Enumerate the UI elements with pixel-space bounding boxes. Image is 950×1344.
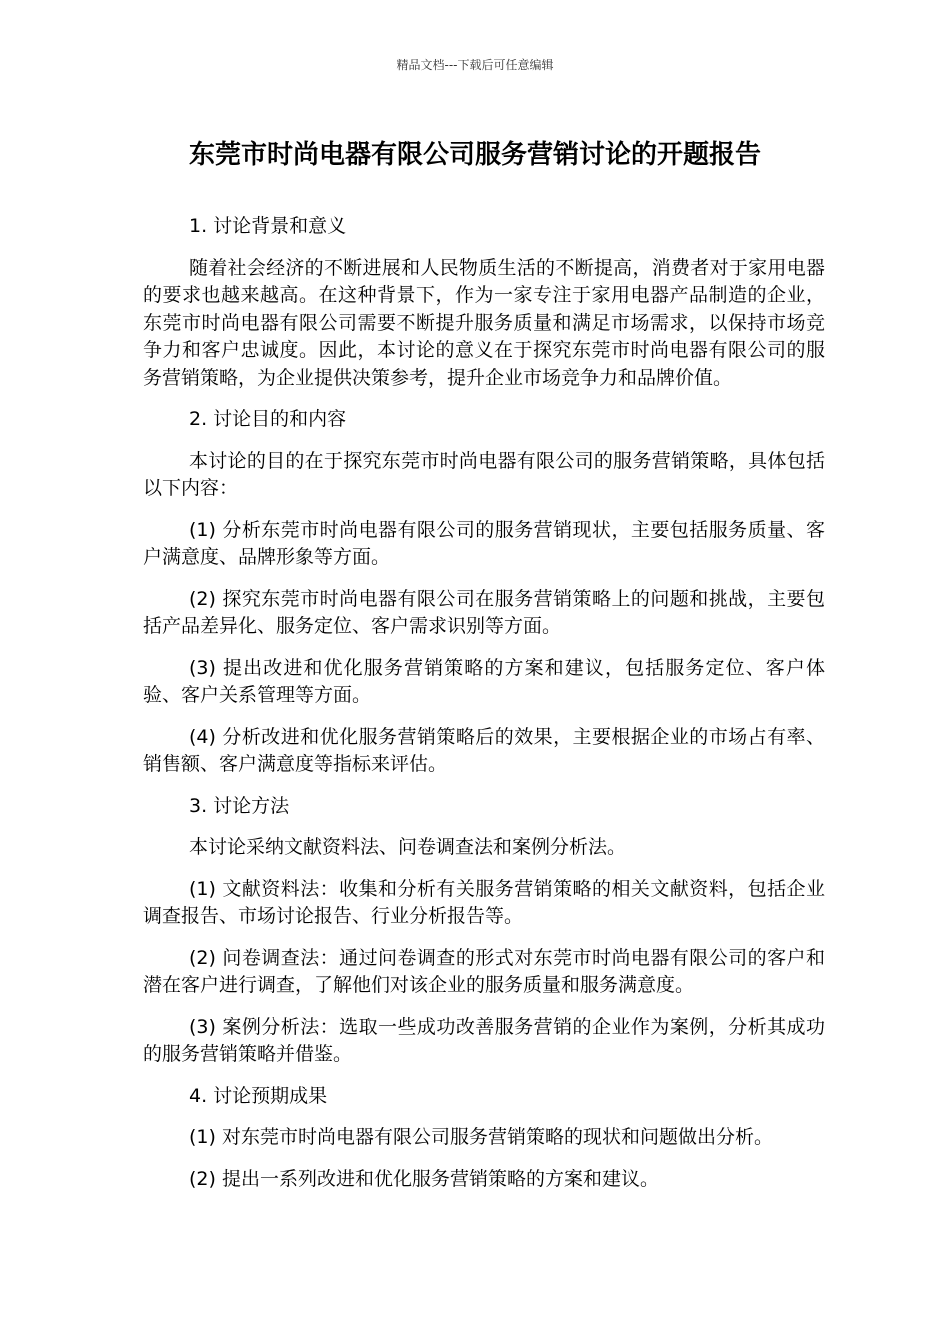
list-item-outcome-1: (1) 对东莞市时尚电器有限公司服务营销策略的现状和问题做出分析。	[189, 1126, 773, 1148]
list-item-purpose-3: (3) 提出改进和优化服务营销策略的方案和建议，包括服务定位、客户体验、客户关系管理等方面。	[143, 656, 825, 706]
document-title: 东莞市时尚电器有限公司服务营销讨论的开题报告	[188, 140, 761, 170]
list-item-purpose-2: (2) 探究东莞市时尚电器有限公司在服务营销策略上的问题和挑战，主要包括产品差异化、服务定位、客户需求识别等方面。	[143, 587, 825, 637]
section-heading-outcomes: 4. 讨论预期成果	[189, 1084, 328, 1107]
document-body	[143, 213, 825, 1207]
list-item-purpose-1: (1) 分析东莞市时尚电器有限公司的服务营销现状，主要包括服务质量、客户满意度、品牌形象等方面。	[143, 518, 825, 568]
section-heading-purpose: 2. 讨论目的和内容	[189, 408, 347, 430]
list-item-method-1: (1) 文献资料法：收集和分析有关服务营销策略的相关文献资料，包括企业调查报告、市场讨论报告、行业分析报告等。	[143, 877, 825, 927]
list-item-method-2: (2) 问卷调查法：通过问卷调查的形式对东莞市时尚电器有限公司的客户和潜在客户进行调查，了解他们对该企业的服务质量和服务满意度。	[143, 946, 825, 996]
page-header: 精品文档---下载后可任意编辑	[396, 58, 554, 72]
list-item-outcome-2: (2) 提出一系列改进和优化服务营销策略的方案和建议。	[189, 1167, 659, 1190]
list-item-method-3: (3) 案例分析法：选取一些成功改善服务营销的企业作为案例，分析其成功的服务营销策略并借鉴。	[143, 1015, 825, 1065]
section-heading-method: 3. 讨论方法	[189, 794, 290, 817]
section-heading-background: 1. 讨论背景和意义	[189, 215, 347, 237]
paragraph-method-intro: 本讨论采纳文献资料法、问卷调查法和案例分析法。	[189, 836, 627, 858]
paragraph-background: 随着社会经济的不断进展和人民物质生活的不断提高，消费者对于家用电器的要求也越来越高。在这种背景下，作为一家专注于家用电器产品制造的企业，东莞市时尚电器有限公司需要不断提升服务质量和满足市场需求，以保持市场竞争力和客户忠诚度。因此，本讨论的意义在于探究东莞市时尚电器有限公司的服务营销策略，为企业提供决策参考，提升企业市场竞争力和品牌价值。	[143, 256, 825, 389]
paragraph-purpose-intro: 本讨论的目的在于探究东莞市时尚电器有限公司的服务营销策略，具体包括以下内容：	[143, 449, 825, 499]
list-item-purpose-4: (4) 分析改进和优化服务营销策略后的效果，主要根据企业的市场占有率、销售额、客户满意度等指标来评估。	[143, 725, 825, 775]
